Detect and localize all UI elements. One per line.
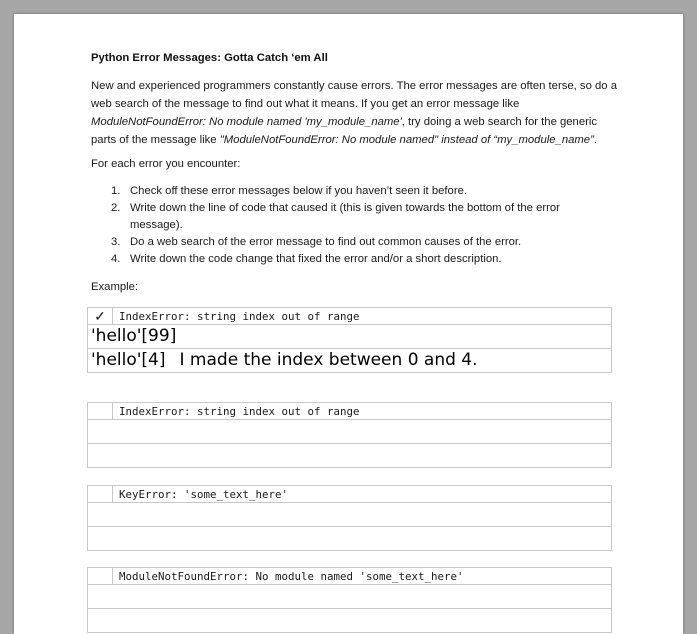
intro-line-4-end: . [593, 134, 597, 146]
code-line-cell[interactable]: 'hello'[99] [91, 326, 177, 346]
fix-cell[interactable] [88, 608, 611, 632]
error-table [87, 567, 612, 633]
table-row [88, 324, 611, 348]
intro-example-error: ModuleNotFoundError: No module named 'my_module_name' [91, 116, 402, 128]
table-row [88, 486, 611, 502]
document-page [14, 14, 683, 634]
step-text: Do a web search of the error message to find out common causes of the error. [130, 236, 522, 248]
checkbox-cell[interactable] [88, 403, 113, 419]
for-each-label: For each error you encounter: [91, 158, 241, 170]
check-mark-icon[interactable]: ✓ [88, 308, 113, 324]
list-item [91, 234, 601, 251]
step-text: Write down the code change that fixed the error and/or a short description. [130, 253, 502, 265]
step-text-continued: message). [130, 219, 183, 231]
fix-cell[interactable] [88, 443, 611, 467]
fix-code: 'hello'[4] [91, 350, 166, 370]
code-line-cell[interactable] [88, 419, 611, 443]
step-text: Write down the line of code that caused it (this is given towards the bottom of the error [130, 202, 560, 214]
step-number: 2. [111, 202, 121, 214]
steps-list [91, 183, 601, 268]
table-row [88, 348, 611, 372]
fix-note: I made the index between 0 and 4. [179, 350, 478, 370]
table-row [88, 308, 611, 324]
error-message: ModuleNotFoundError: No module named 'some_text_here' [119, 569, 464, 583]
step-number: 4. [111, 253, 121, 265]
example-label: Example: [91, 281, 139, 293]
example-error-table [87, 307, 612, 373]
intro-line-3 [91, 113, 611, 131]
error-message: IndexError: string index out of range [119, 309, 360, 323]
intro-line-1: New and experienced programmers constantly cause errors. The error messages are often terse, so do a [91, 80, 617, 92]
intro-paragraph [91, 77, 617, 149]
intro-line-4 [91, 131, 611, 149]
step-number: 1. [111, 185, 121, 197]
error-message: KeyError: 'some_text_here' [119, 487, 289, 501]
fix-cell[interactable] [88, 526, 611, 550]
step-number: 3. [111, 236, 121, 248]
error-table [87, 402, 612, 468]
code-line-cell[interactable] [88, 502, 611, 526]
intro-generic-part: "ModuleNotFoundError: No module named" instead of “my_module_name” [219, 134, 594, 146]
document-title: Python Error Messages: Gotta Catch ‘em All [91, 52, 328, 64]
error-message: IndexError: string index out of range [119, 404, 360, 418]
list-item [91, 200, 601, 234]
step-text: Check off these error messages below if you haven’t seen it before. [130, 185, 467, 197]
checkbox-cell[interactable] [88, 486, 113, 502]
table-row [88, 403, 611, 419]
code-line-cell[interactable] [88, 584, 611, 608]
list-item [91, 183, 601, 200]
intro-line-2: web search of the message to find out what it means. If you get an error message like [91, 98, 520, 110]
intro-line-3-rest: , try doing a web search for the generic [401, 116, 598, 128]
intro-line-4-start: parts of the message like [91, 134, 220, 146]
error-table [87, 485, 612, 551]
table-row [88, 568, 611, 584]
list-item [91, 251, 601, 268]
checkbox-cell[interactable] [88, 568, 113, 584]
fix-cell[interactable] [88, 349, 478, 372]
